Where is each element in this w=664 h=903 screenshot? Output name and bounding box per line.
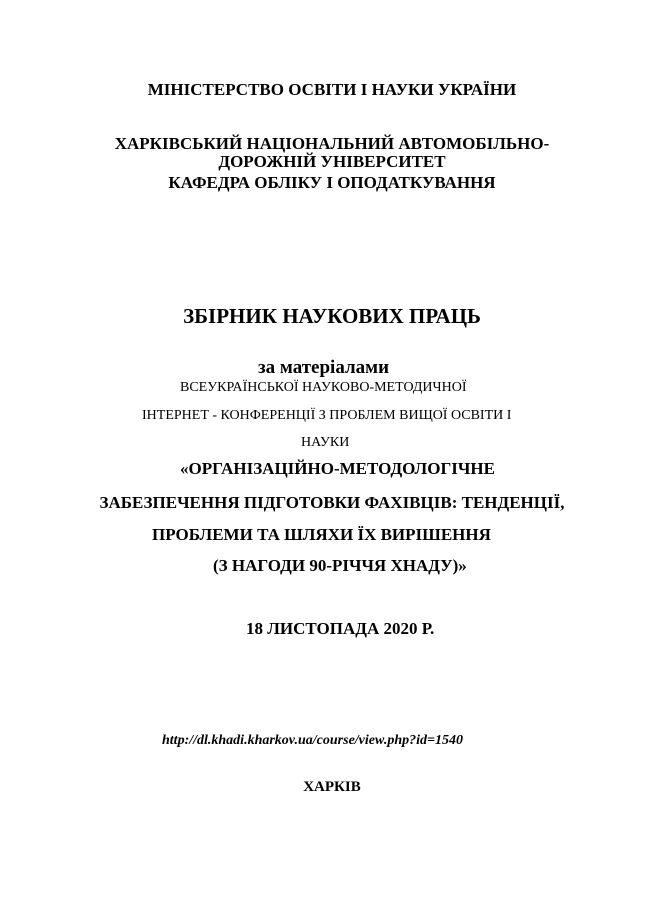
topic-line-2: ЗАБЕЗПЕЧЕННЯ ПІДГОТОВКИ ФАХІВЦІВ: ТЕНДЕНЦІЇ,	[99, 493, 565, 512]
topic-line-1: «ОРГАНІЗАЦІЙНО-МЕТОДОЛОГІЧНЕ	[180, 459, 495, 478]
conference-line-3: НАУКИ	[301, 435, 350, 450]
department-name: КАФЕДРА ОБЛІКУ І ОПОДАТКУВАННЯ	[168, 173, 496, 192]
course-url-link[interactable]: http://dl.khadi.kharkov.ua/course/view.php?id=1540	[162, 733, 463, 748]
university-name-line-1: ХАРКІВСЬКИЙ НАЦІОНАЛЬНИЙ АВТОМОБІЛЬНО-	[114, 134, 550, 153]
topic-line-4: (З НАГОДИ 90-РІЧЧЯ ХНАДУ)»	[213, 556, 467, 575]
ministry-heading: МІНІСТЕРСТВО ОСВІТИ І НАУКИ УКРАЇНИ	[147, 80, 517, 99]
conference-line-2: ІНТЕРНЕТ - КОНФЕРЕНЦІЇ З ПРОБЛЕМ ВИЩОЇ ОСВІТИ І	[142, 408, 512, 423]
conference-date: 18 ЛИСТОПАДА 2020 Р.	[246, 619, 435, 638]
collection-title: ЗБІРНИК НАУКОВИХ ПРАЦЬ	[183, 304, 481, 328]
topic-line-3: ПРОБЛЕМИ ТА ШЛЯХИ ЇХ ВИРІШЕННЯ	[152, 525, 491, 544]
city-name: ХАРКІВ	[303, 779, 361, 795]
conference-line-1: ВСЕУКРАЇНСЬКОЇ НАУКОВО-МЕТОДИЧНОЇ	[180, 380, 467, 395]
university-name-line-2: ДОРОЖНІЙ УНІВЕРСИТЕТ	[218, 152, 446, 171]
materials-intro: за матеріалами	[258, 357, 390, 378]
